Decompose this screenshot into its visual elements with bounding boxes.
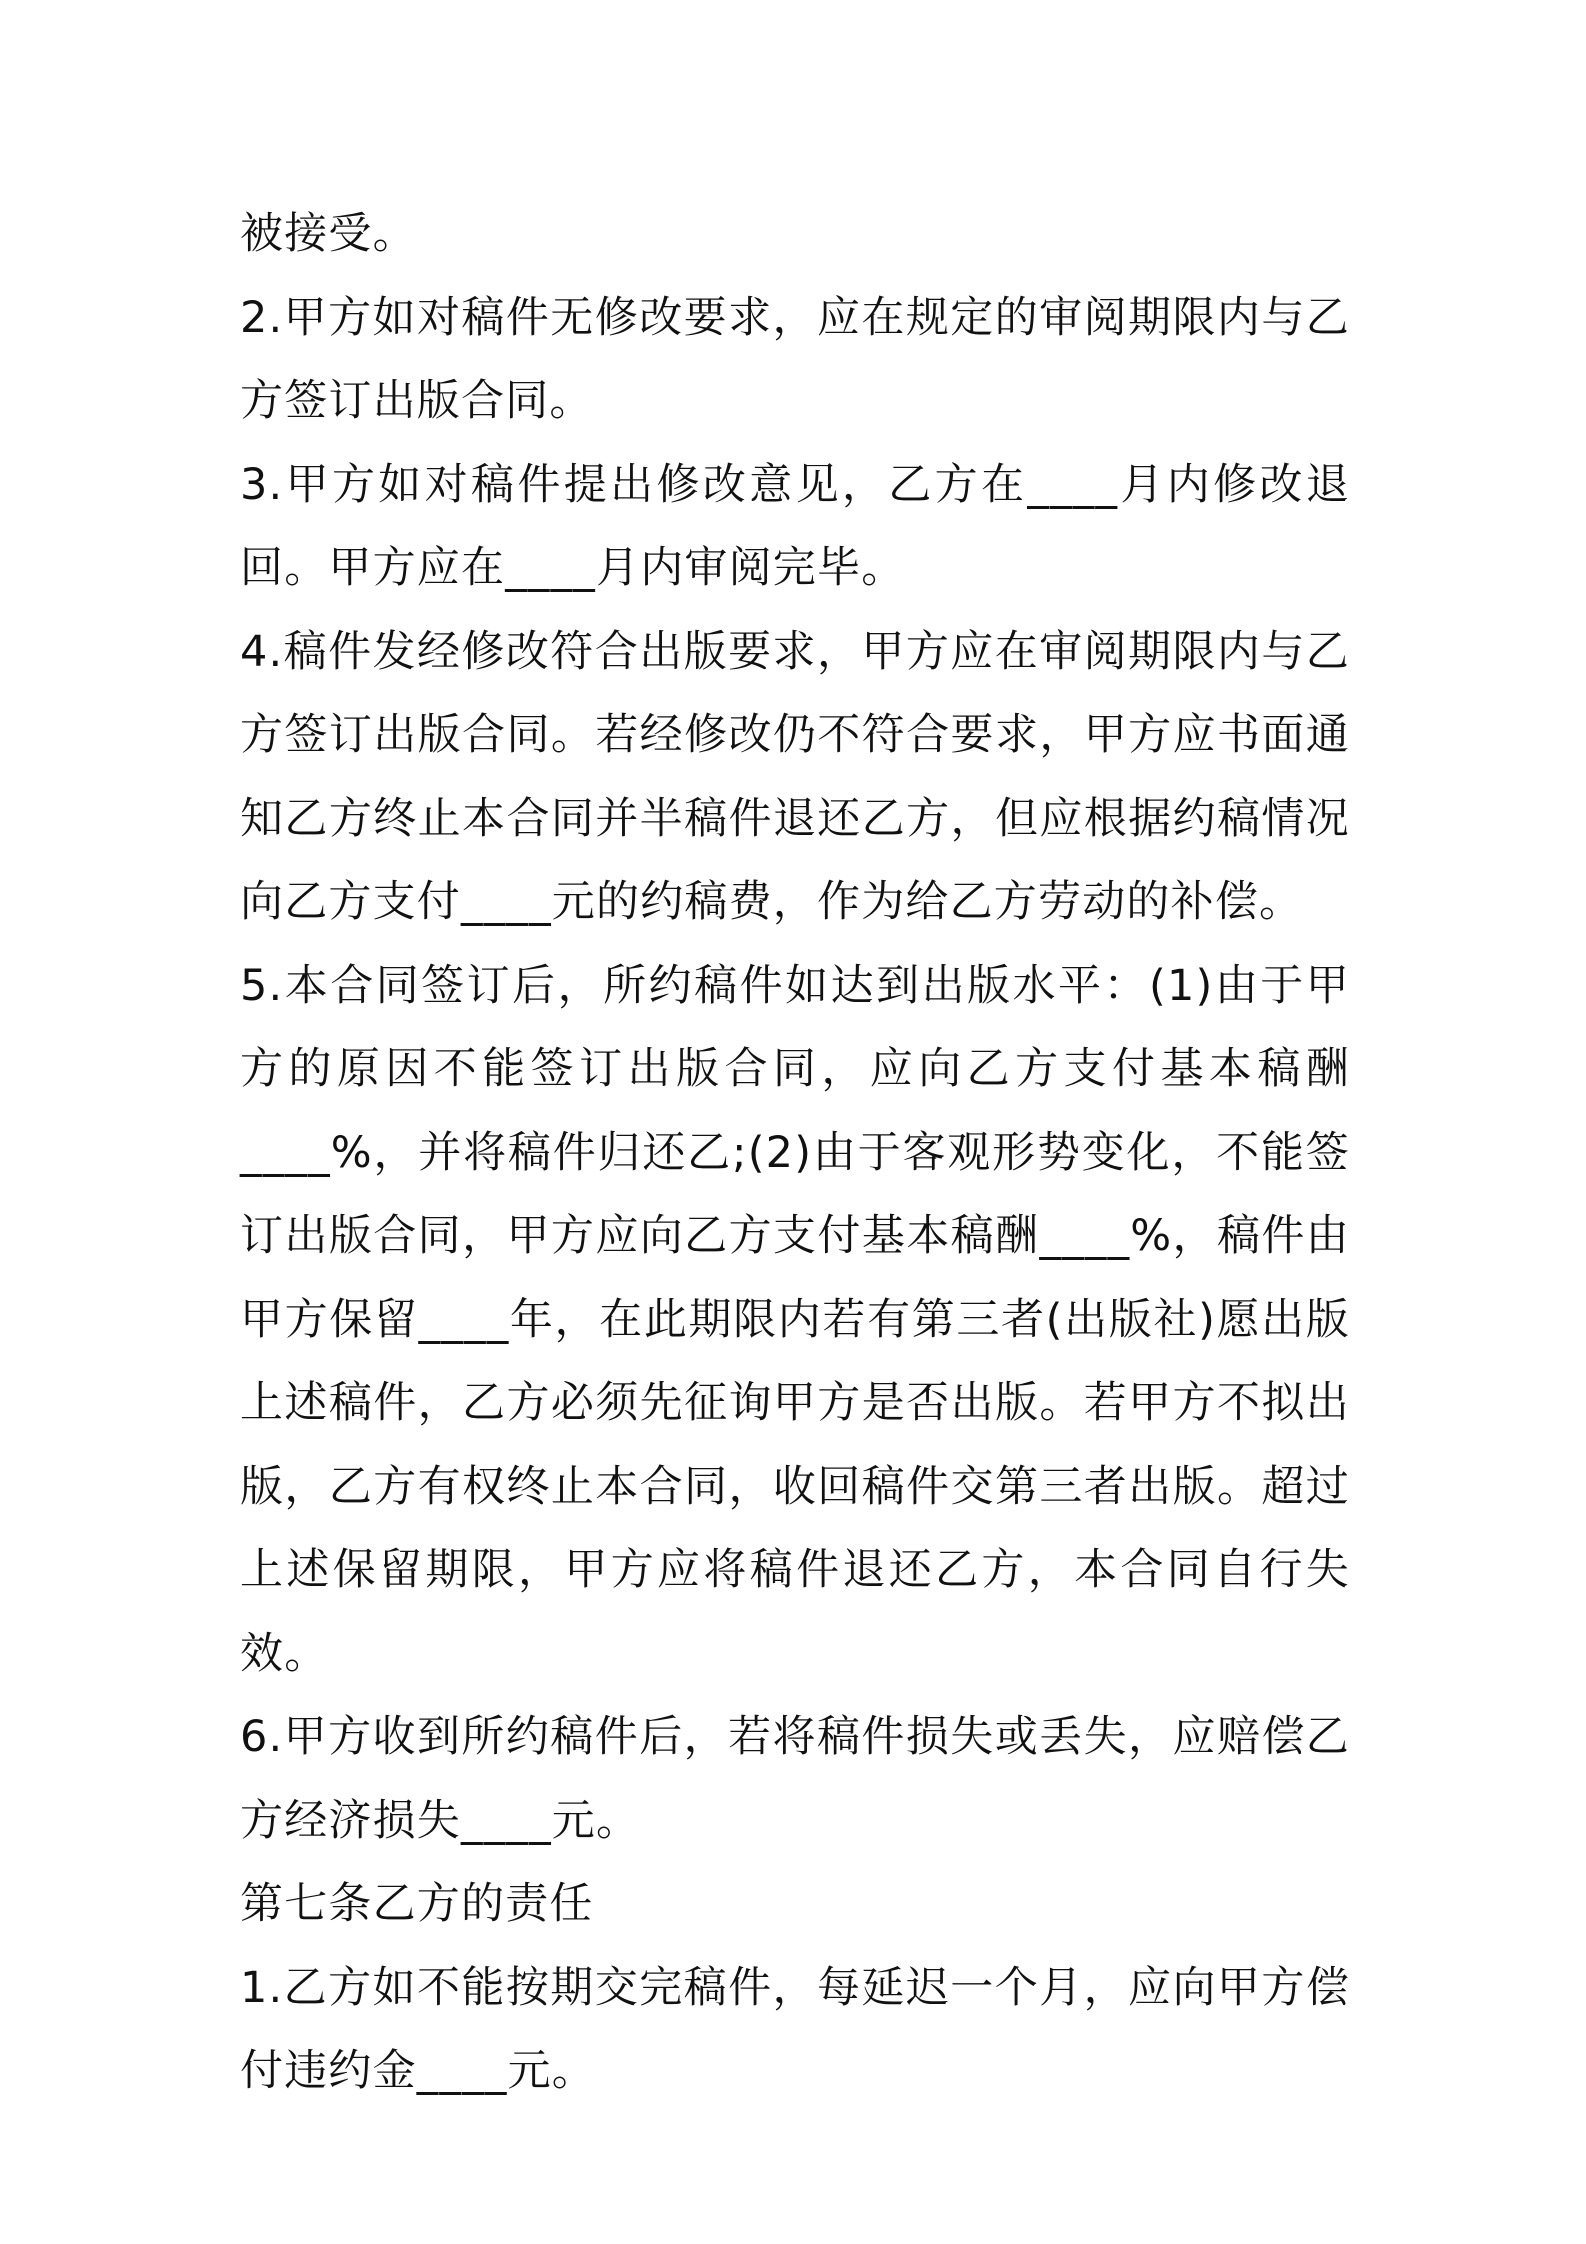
paragraph-article-7-clause-1: 1.乙方如不能按期交完稿件，每延迟一个月，应向甲方偿付违约金____元。	[240, 1962, 1350, 2096]
paragraph-continuation: 被接受。	[240, 209, 417, 259]
document-body	[240, 193, 1350, 2114]
paragraph-clause-5: 5.本合同签订后，所约稿件如达到出版水平：(1)由于甲方的原因不能签订出版合同，应向乙方支付基本稿酬____%，并将稿件归还乙;(2)由于客观形势变化，不能签订出版合同，甲方应向乙方支付基本稿酬____%，稿件由甲方保留____年，在此期限内若有第三者(出版社)愿出版上述稿件，乙方必须先征询甲方是否出版。若甲方不拟出版，乙方有权终止本合同，收回稿件交第三者出版。超过上述保留期限，甲方应将稿件退还乙方，本合同自行失效。	[240, 960, 1350, 1679]
paragraph-clause-2: 2.甲方如对稿件无修改要求，应在规定的审阅期限内与乙方签订出版合同。	[240, 292, 1350, 426]
paragraph-clause-6: 6.甲方收到所约稿件后，若将稿件损失或丢失，应赔偿乙方经济损失____元。	[240, 1712, 1350, 1846]
paragraph-clause-3: 3.甲方如对稿件提出修改意见，乙方在____月内修改退回。甲方应在____月内审阅完毕。	[240, 459, 1350, 593]
section-heading-article-7: 第七条乙方的责任	[240, 1879, 594, 1929]
paragraph-clause-4: 4.稿件发经修改符合出版要求，甲方应在审阅期限内与乙方签订出版合同。若经修改仍不符合要求，甲方应书面通知乙方终止本合同并半稿件退还乙方，但应根据约稿情况向乙方支付____元的约稿费，作为给乙方劳动的补偿。	[240, 626, 1350, 927]
